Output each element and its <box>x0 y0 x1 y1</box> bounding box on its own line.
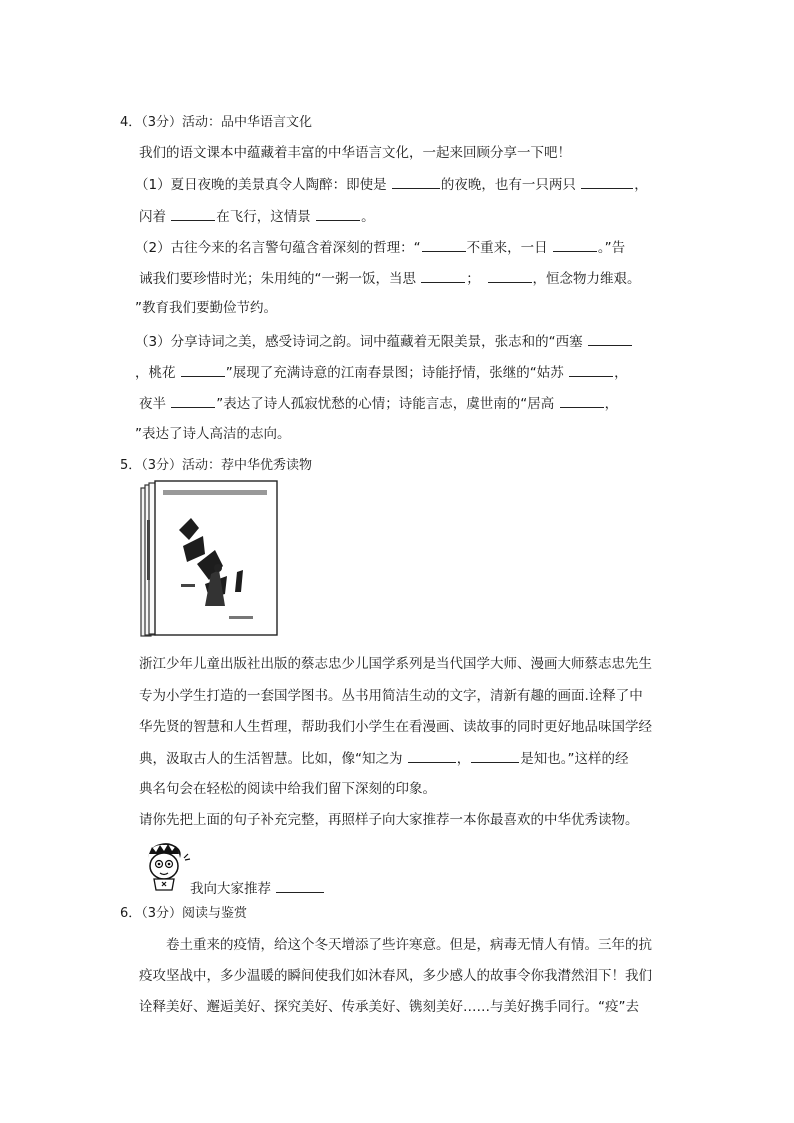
answer-blank[interactable] <box>171 206 215 221</box>
q4-part2-line2: 诫我们要珍惜时光；朱用纯的“一粥一饭，当思 ； ，恒念物力维艰。 <box>139 268 641 289</box>
q5-recommend-line: 我向大家推荐 <box>190 878 325 899</box>
q4-part3-line4: ”表达了诗人高洁的志向。 <box>135 426 291 442</box>
q4-part2-line1: （2）古往今来的名言警句蕴含着深刻的哲理：“ 不重来，一日 。”告 <box>135 237 625 258</box>
student-cartoon-icon <box>140 842 192 892</box>
answer-blank[interactable] <box>181 362 225 377</box>
q4-part3-line3: 夜半 ”表达了诗人孤寂忧愁的心情；诗能言志，虞世南的“居高 ， <box>139 393 618 414</box>
q5-task: 请你先把上面的句子补充完整，再照样子向大家推荐一本你最喜欢的中华优秀读物。 <box>139 812 639 828</box>
q6-passage-line3: 诠释美好、邂逅美好、探究美好、传承美好、镌刻美好……与美好携手同行。“疫”去 <box>139 999 639 1015</box>
q4-part1-line1: （1）夏日夜晚的美景真令人陶醉：即使是 的夜晚，也有一只两只 ， <box>135 174 648 195</box>
answer-blank[interactable] <box>171 393 215 408</box>
q5-heading: 5．（3分）活动：荐中华优秀读物 <box>120 458 313 473</box>
answer-blank[interactable] <box>408 748 456 763</box>
answer-blank[interactable] <box>392 174 440 189</box>
answer-blank[interactable] <box>422 237 466 252</box>
answer-blank[interactable] <box>316 206 360 221</box>
q5-body-line3: 华先贤的智慧和人生哲理，帮助我们小学生在看漫画、读故事的同时更好地品味国学经 <box>139 719 652 735</box>
q4-heading: 4．（3分）活动：品中华语言文化 <box>120 115 313 130</box>
answer-blank[interactable] <box>588 331 632 346</box>
book-cover-image <box>139 480 279 642</box>
answer-blank[interactable] <box>560 393 604 408</box>
answer-blank[interactable] <box>471 748 519 763</box>
q4-part2-line3: ”教育我们要勤俭节约。 <box>135 300 277 316</box>
q5-body-line2: 专为小学生打造的一套国学图书。丛书用简洁生动的文字，清新有趣的画面.诠释了中 <box>139 688 643 704</box>
q4-intro: 我们的语文课本中蕴藏着丰富的中华语言文化，一起来回顾分享一下吧！ <box>139 145 571 161</box>
q5-body-line1: 浙江少年儿童出版社出版的蔡志忠少儿国学系列是当代国学大师、漫画大师蔡志忠先生 <box>139 656 652 672</box>
answer-blank[interactable] <box>553 237 597 252</box>
answer-blank[interactable] <box>276 878 324 893</box>
q5-body-line5: 典名句会在轻松的阅读中给我们留下深刻的印象。 <box>139 781 436 797</box>
q5-body-line4: 典，汲取古人的生活智慧。比如，像“知之为 ， 是知也。”这样的经 <box>139 748 629 769</box>
answer-blank[interactable] <box>421 268 465 283</box>
answer-blank[interactable] <box>581 174 633 189</box>
q6-heading: 6．（3分）阅读与鉴赏 <box>120 906 248 921</box>
q6-passage-line1: 卷土重来的疫情，给这个冬天增添了些许寒意。但是，病毒无情人有情。三年的抗 <box>166 937 652 953</box>
answer-blank[interactable] <box>569 362 613 377</box>
q6-passage-line2: 疫攻坚战中，多少温暖的瞬间使我们如沐春风，多少感人的故事令你我潸然泪下！我们 <box>139 968 652 984</box>
q4-part1-line2: 闪着 在飞行，这情景 。 <box>139 206 375 227</box>
q4-part3-line2: ，桃花 ”展现了充满诗意的江南春景图；诗能抒情，张继的“姑苏 ， <box>135 362 628 383</box>
q4-part3-line1: （3）分享诗词之美，感受诗词之韵。词中蕴藏着无限美景，张志和的“西塞 <box>135 331 633 352</box>
answer-blank[interactable] <box>488 268 532 283</box>
